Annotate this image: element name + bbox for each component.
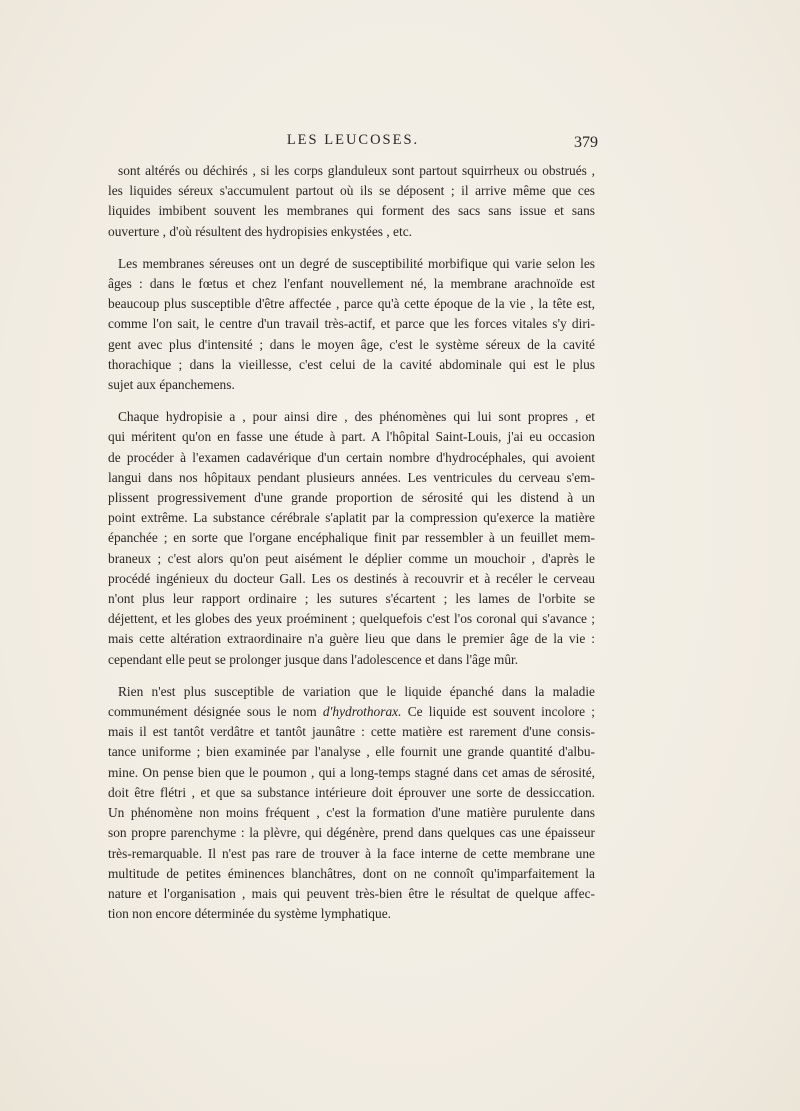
text-line: qui méritent qu'on en fasse une étude à part. A l'hôpital Saint-Louis, j'ai eu occasion (108, 429, 595, 445)
text-line: son propre parenchyme : la plèvre, qui dégénère, prend dans quelques cas une épaisseur (108, 825, 595, 841)
text-line: épanchée ; en sorte que l'organe encéphalique finit par ressembler à un feuillet mem- (108, 530, 595, 546)
text-line: langui dans nos hôpitaux pendant plusieurs années. Les ventricules du cerveau s'em- (108, 469, 595, 485)
text-line: tance uniforme ; bien examinée par l'analyse , elle fournit une grande quantité d'albu- (108, 744, 595, 760)
text-line: gent avec plus d'intensité ; dans le moyen âge, c'est le système séreux de la cavité (108, 336, 595, 352)
text-line: nature et l'organisation , mais qui peuvent très-bien être le résultat de quelque affec- (108, 885, 595, 901)
text-line: comme l'on sait, le centre d'un travail très-actif, et parce que les forces vitales s'y diri- (108, 316, 595, 332)
text-line: liquides imbibent souvent les membranes qui forment des sacs sans issue et sans (108, 203, 595, 219)
italic-term: d'hydrothorax. (322, 704, 402, 720)
paragraph (108, 161, 595, 242)
text-line: n'ont plus leur rapport ordinaire ; les sutures s'écartent ; les lames de l'orbite se (108, 591, 595, 607)
paragraph (108, 407, 595, 670)
text-line: sujet aux épanchemens. (108, 377, 235, 393)
text-line: plissent progressivement d'une grande proportion de sérosité qui les distend à un (108, 490, 595, 506)
text-line: mine. On pense bien que le poumon , qui a long-temps stagné dans cet amas de sérosité, (108, 764, 595, 780)
text-segment: communément désignée sous le nom (108, 704, 323, 720)
body-text (108, 161, 595, 936)
text-line: ouverture , d'où résultent des hydropisies enkystées , etc. (108, 223, 412, 239)
text-line: beaucoup plus susceptible d'être affectée , parce qu'à cette époque de la vie , la tête est, (108, 296, 595, 312)
text-line: tion non encore déterminée du système lymphatique. (108, 906, 391, 922)
running-title: LES LEUCOSES. (286, 132, 420, 148)
text-line: procédé ingénieux du docteur Gall. Les os destinés à recouvrir et à recéler le cerveau (108, 570, 595, 586)
text-line: thorachique ; dans la vieillesse, c'est celui de la cavité abdominale qui est le plus (108, 356, 595, 372)
text-line: très-remarquable. Il n'est pas rare de trouver à la face interne de cette membrane une (108, 845, 595, 861)
text-line: doit être flétri , et que sa substance intérieure doit éprouver une sorte de dessiccation. (108, 784, 595, 800)
text-segment: Ce liquide est souvent incolore ; (401, 704, 596, 720)
text-line: point extrême. La substance cérébrale s'aplatit par la compression qu'exerce la matière (108, 510, 595, 526)
text-line: Un phénomène non moins fréquent , c'est la formation d'une matière purulente dans (108, 805, 595, 821)
text-line: Les membranes séreuses ont un degré de susceptibilité morbifique qui varie selon les (118, 255, 595, 271)
text-line: âges : dans le fœtus et chez l'enfant nouvellement né, la membrane arachnoïde est (108, 276, 595, 292)
paragraph (108, 254, 595, 395)
text-line: braneux ; c'est alors qu'on peut aisément le déplier comme un mouchoir , d'après le (108, 550, 595, 566)
text-line (108, 702, 595, 722)
text-line: mais il est tantôt verdâtre et tantôt jaunâtre : cette matière est rarement d'une consis- (108, 724, 595, 740)
text-line: mais cette altération extraordinaire n'a guère lieu que dans le premier âge de la vie : (108, 631, 595, 647)
text-line: déjettent, et les globes des yeux proéminent ; quelquefois c'est l'os coronal qui s'avance ; (108, 611, 595, 627)
text-line: les liquides séreux s'accumulent partout où ils se déposent ; il arrive même que ces (108, 183, 595, 199)
page-number: 379 (574, 134, 598, 151)
text-line: cependant elle peut se prolonger jusque dans l'adolescence et dans l'âge mûr. (108, 651, 519, 667)
text-line: de procéder à l'examen cadavérique d'un certain nombre d'hydrocéphales, qui avoient (108, 449, 595, 465)
text-line: sont altérés ou déchirés , si les corps glanduleux sont partout squirrheux ou obstrués , (118, 163, 595, 178)
text-line: Rien n'est plus susceptible de variation que le liquide épanché dans la maladie (118, 683, 595, 699)
text-line: Chaque hydropisie a , pour ainsi dire , des phénomènes qui lui sont propres , et (118, 409, 595, 425)
paragraph (108, 682, 595, 924)
text-line: multitude de petites éminences blanchâtres, dont on ne connoît qu'imparfaitement la (108, 865, 595, 881)
page-header (108, 132, 598, 156)
